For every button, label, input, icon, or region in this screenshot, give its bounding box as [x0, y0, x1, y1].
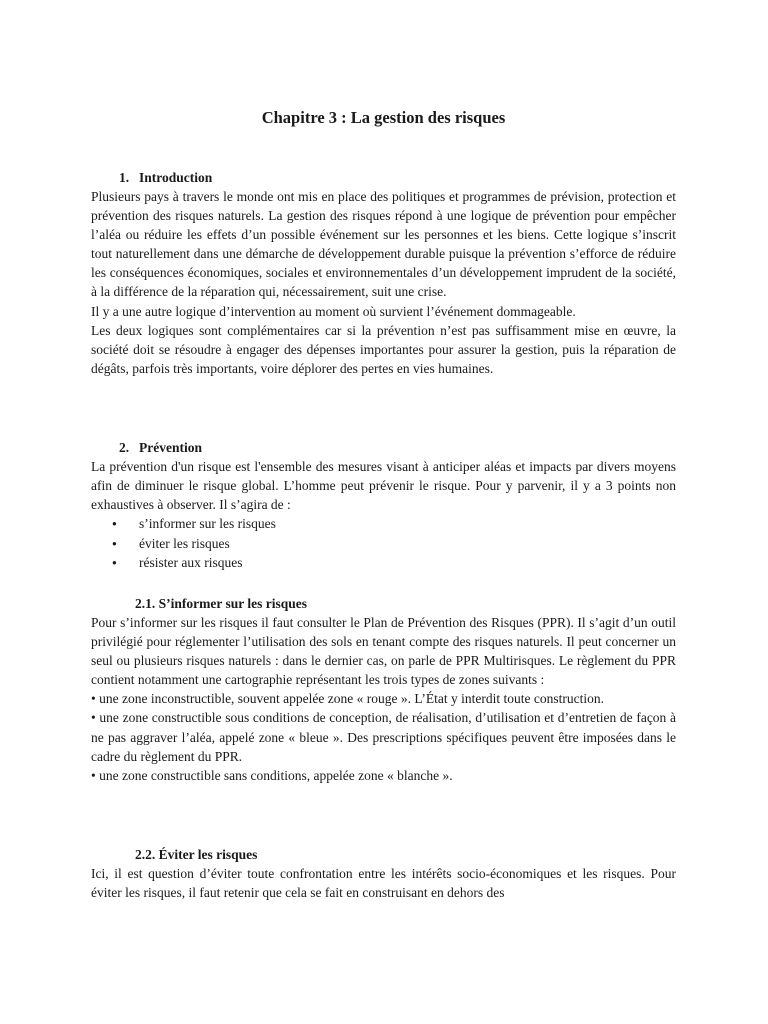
chapter-title: Chapitre 3 : La gestion des risques — [261, 108, 506, 127]
paragraph: La prévention d'un risque est l'ensemble des mesures visant à anticiper aléas et impacts par divers moyens afin de diminuer le risque global. L’homme peut prévenir le risque. Pour y parvenir, il y a 3 points non exhaustives à observer. Il s’agira de : — [91, 459, 676, 513]
list-item: ● résister aux risques — [91, 553, 676, 572]
list-item: ● éviter les risques — [91, 534, 676, 553]
section-title: Prévention — [139, 440, 202, 455]
section-title: 2.2. Éviter les risques — [135, 847, 258, 862]
paragraph: Ici, il est question d’éviter toute confrontation entre les intérêts socio-économiques et les risques. Pour éviter les risques, il faut retenir que cela se fait en construisant en dehors des — [91, 866, 676, 901]
section-title: Introduction — [139, 170, 213, 185]
paragraph: Il y a une autre logique d’intervention au moment où survient l’événement dommageable. — [91, 303, 576, 319]
paragraph: Pour s’informer sur les risques il faut consulter le Plan de Prévention des Risques (PPR). Il s’agit d’un outil privilégié pour réglementer l’utilisation des sols en tenant compte des risques naturels. Il peut concerner un seul ou plusieurs risques naturels : dans le dernier cas, on parle de PPR Multirisques. Le règlement du PPR contient notamment une cartographie représentant les trois types de zones suivants : — [91, 615, 676, 688]
section-eviter — [91, 845, 676, 902]
section-heading — [91, 438, 676, 457]
section-number: 2. — [119, 440, 130, 455]
paragraph: • une zone inconstructible, souvent appelée zone « rouge ». L’État y interdit toute construction. — [91, 691, 604, 707]
section-introduction — [91, 168, 676, 378]
paragraph: • une zone constructible sous conditions de conception, de réalisation, d’utilisation et d’entretien de façon à ne pas aggraver l’aléa, appelé zone « bleue ». Des prescriptions spécifiques peuvent être imposées dans le cadre du règlement du PPR. — [91, 710, 676, 764]
bullet-list — [91, 514, 676, 572]
section-informer — [91, 594, 676, 785]
list-item: ● s’informer sur les risques — [91, 514, 676, 533]
section-heading — [91, 168, 676, 187]
paragraph: Les deux logiques sont complémentaires car si la prévention n’est pas suffisamment mise en œuvre, la société doit se résoudre à engager des dépenses importantes pour assurer la gestion, puis la réparation de dégâts, parfois très importants, voire déplorer des pertes en vies humaines. — [91, 322, 676, 376]
paragraph: Plusieurs pays à travers le monde ont mis en place des politiques et programmes de prévision, protection et prévention des risques naturels. La gestion des risques répond à une logique de prévention pour empêcher l’aléa ou réduire les effets d’un possible événement sur les personnes et les biens. Cette logique s’inscrit tout naturellement dans une démarche de développement durable puisque la prévention s’efforce de réduire les conséquences économiques, sociales et environnementales d’un développement imprudent de la société, à la différence de la réparation qui, nécessairement, suit une crise. — [91, 189, 676, 300]
paragraph: • une zone constructible sans conditions, appelée zone « blanche ». — [91, 767, 453, 783]
section-prevention — [91, 438, 676, 572]
section-title: 2.1. S’informer sur les risques — [135, 596, 307, 611]
section-number: 1. — [119, 170, 130, 185]
